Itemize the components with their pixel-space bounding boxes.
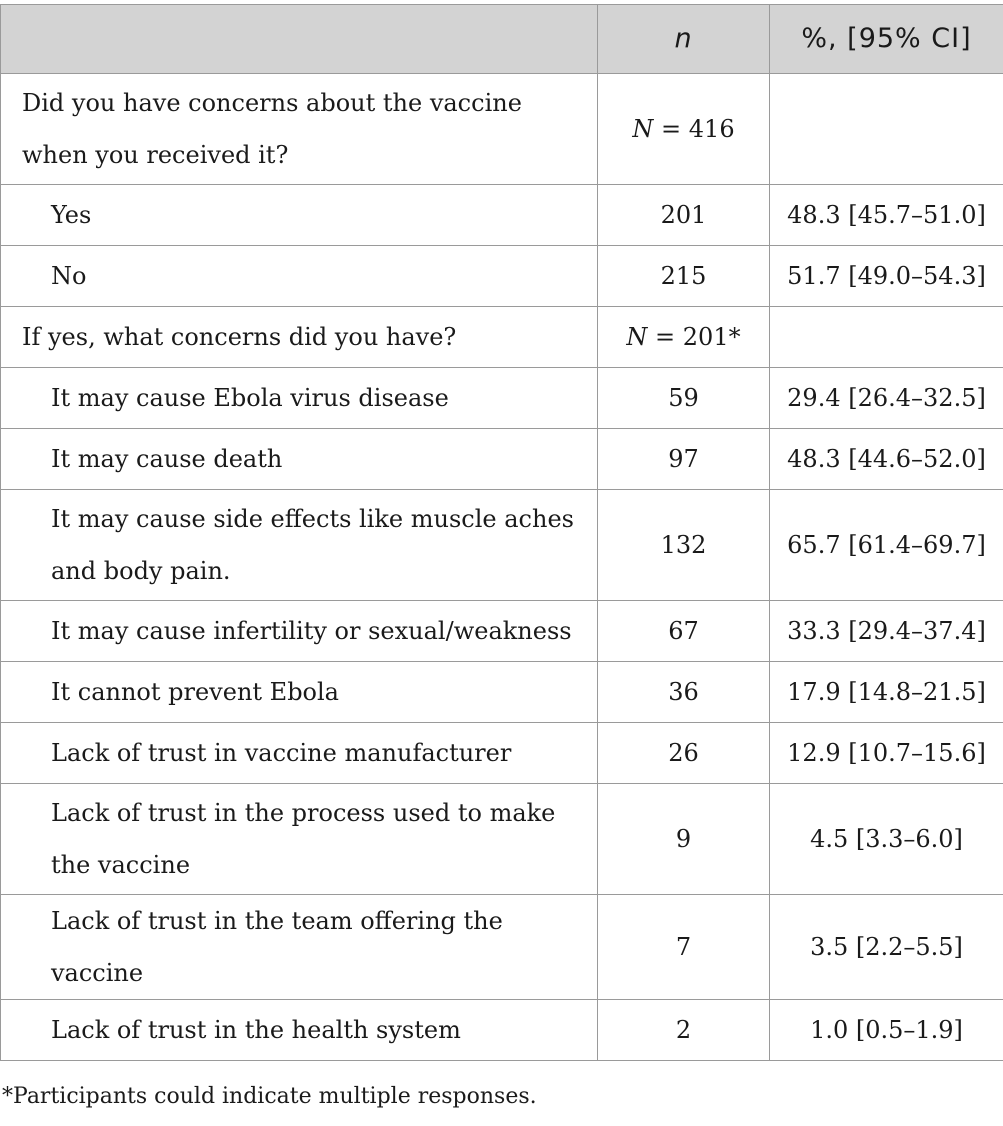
row-percent-ci: 1.0 [0.5–1.9] bbox=[770, 1000, 1003, 1061]
table-row bbox=[1, 429, 1003, 490]
group-size-symbol: N bbox=[626, 323, 648, 351]
header-row bbox=[1, 5, 1003, 74]
row-percent-ci: 17.9 [14.8–21.5] bbox=[770, 662, 1003, 723]
row-label-text: Lack of trust in vaccine manufacturer bbox=[51, 739, 512, 767]
row-n-value: 97 bbox=[598, 429, 770, 490]
row-label-text: It may cause infertility or sexual/weakness bbox=[51, 617, 572, 645]
row-label bbox=[1, 429, 598, 490]
row-label-text: It cannot prevent Ebola bbox=[51, 678, 339, 706]
table-row bbox=[1, 784, 1003, 895]
row-label bbox=[1, 246, 598, 307]
table-row bbox=[1, 1000, 1003, 1061]
row-label-text: Lack of trust in the team offering the vaccine bbox=[51, 907, 503, 987]
row-percent-ci: 4.5 [3.3–6.0] bbox=[770, 784, 1003, 895]
row-n-value: 7 bbox=[598, 895, 770, 1000]
header-percent-ci: %, [95% CI] bbox=[770, 5, 1003, 74]
row-label bbox=[1, 1000, 598, 1061]
row-label bbox=[1, 601, 598, 662]
row-label bbox=[1, 723, 598, 784]
row-label bbox=[1, 185, 598, 246]
header-n: n bbox=[598, 5, 770, 74]
table-row bbox=[1, 601, 1003, 662]
row-percent-ci: 51.7 [49.0–54.3] bbox=[770, 246, 1003, 307]
table-row bbox=[1, 307, 1003, 368]
row-n-value: 201 bbox=[598, 185, 770, 246]
table-row bbox=[1, 246, 1003, 307]
table-row bbox=[1, 368, 1003, 429]
row-n-value: 132 bbox=[598, 490, 770, 601]
row-percent-ci: 48.3 [44.6–52.0] bbox=[770, 429, 1003, 490]
group-size-symbol: N bbox=[632, 115, 654, 143]
row-n-value: 9 bbox=[598, 784, 770, 895]
table-row bbox=[1, 74, 1003, 185]
row-n-value: 67 bbox=[598, 601, 770, 662]
row-label-text: Yes bbox=[51, 201, 92, 229]
table-row bbox=[1, 895, 1003, 1000]
row-label bbox=[1, 662, 598, 723]
row-label bbox=[1, 784, 598, 895]
row-percent-ci: 12.9 [10.7–15.6] bbox=[770, 723, 1003, 784]
row-label bbox=[1, 307, 598, 368]
row-n-value: 2 bbox=[598, 1000, 770, 1061]
table-body bbox=[1, 74, 1003, 1061]
row-label-text: Lack of trust in the process used to make the vaccine bbox=[51, 799, 556, 879]
table-header bbox=[1, 5, 1003, 74]
row-label-text: Did you have concerns about the vaccine when you received it? bbox=[22, 89, 522, 169]
table-row bbox=[1, 662, 1003, 723]
row-percent-ci: 3.5 [2.2–5.5] bbox=[770, 895, 1003, 1000]
row-label bbox=[1, 895, 598, 1000]
row-n-value: N = 416 bbox=[598, 74, 770, 185]
row-label bbox=[1, 74, 598, 185]
table-footnote: *Participants could indicate multiple responses. bbox=[2, 1084, 537, 1109]
table-row bbox=[1, 185, 1003, 246]
header-label bbox=[1, 5, 598, 74]
concerns-table bbox=[0, 4, 1003, 1061]
row-percent-ci: 33.3 [29.4–37.4] bbox=[770, 601, 1003, 662]
row-percent-ci bbox=[770, 74, 1003, 185]
table-row bbox=[1, 490, 1003, 601]
row-n-value: 36 bbox=[598, 662, 770, 723]
row-label-text: It may cause death bbox=[51, 445, 283, 473]
row-n-value: 59 bbox=[598, 368, 770, 429]
row-label-text: If yes, what concerns did you have? bbox=[22, 323, 457, 351]
row-n-value: N = 201* bbox=[598, 307, 770, 368]
table-row bbox=[1, 723, 1003, 784]
row-label-text: Lack of trust in the health system bbox=[51, 1016, 461, 1044]
row-label bbox=[1, 368, 598, 429]
row-percent-ci: 29.4 [26.4–32.5] bbox=[770, 368, 1003, 429]
row-label-text: It may cause side effects like muscle aches and body pain. bbox=[51, 505, 574, 585]
row-label-text: No bbox=[51, 262, 87, 290]
row-percent-ci bbox=[770, 307, 1003, 368]
row-label bbox=[1, 490, 598, 601]
row-percent-ci: 48.3 [45.7–51.0] bbox=[770, 185, 1003, 246]
row-n-value: 26 bbox=[598, 723, 770, 784]
row-n-value: 215 bbox=[598, 246, 770, 307]
row-label-text: It may cause Ebola virus disease bbox=[51, 384, 449, 412]
row-percent-ci: 65.7 [61.4–69.7] bbox=[770, 490, 1003, 601]
